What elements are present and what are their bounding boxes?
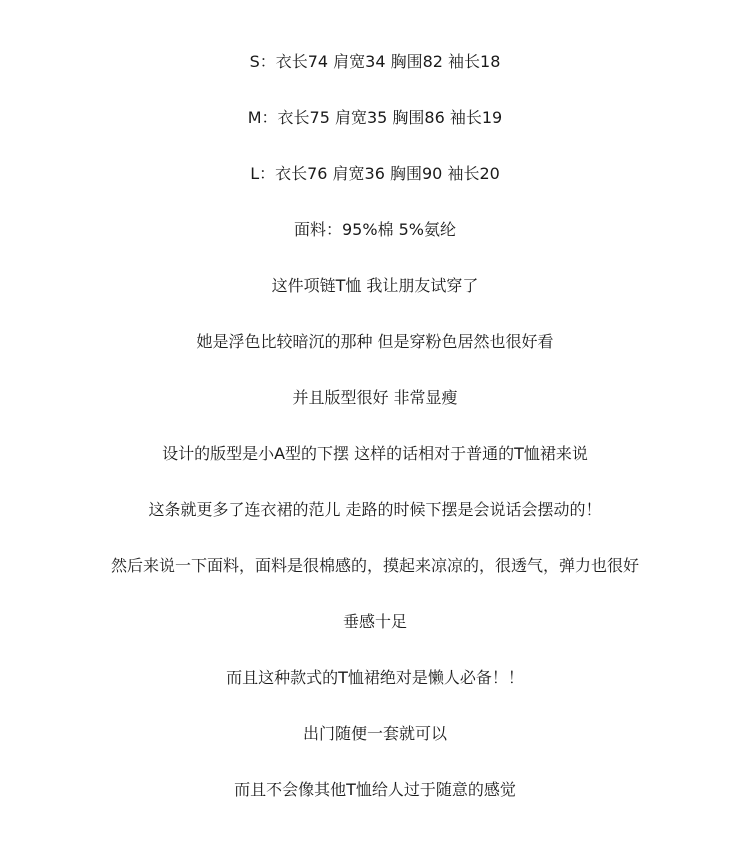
description-line: 出门随便一套就可以 <box>302 724 447 743</box>
fabric-line: 面料：95%棉 5%氨纶 <box>293 220 457 239</box>
size-s-line: S：衣长74 肩宽34 胸围82 袖长18 <box>249 52 501 71</box>
description-line: 然后来说一下面料，面料是很棉感的，摸起来凉凉的，很透气，弹力也很好 <box>110 556 639 575</box>
description-line: 并且版型很好 非常显瘦 <box>292 388 458 407</box>
description-line: 这条就更多了连衣裙的范儿 走路的时候下摆是会说话会摆动的！ <box>148 500 602 519</box>
description-line: 而且这种款式的T恤裙绝对是懒人必备！！ <box>226 668 524 687</box>
description-line: 垂感十足 <box>342 612 407 631</box>
description-line: 这件项链T恤 我让朋友试穿了 <box>271 276 479 295</box>
description-line: 设计的版型是小A型的下摆 这样的话相对于普通的T恤裙来说 <box>162 444 588 463</box>
description-line: 她是浮色比较暗沉的那种 但是穿粉色居然也很好看 <box>196 332 554 351</box>
size-l-line: L：衣长76 肩宽36 胸围90 袖长20 <box>250 164 500 183</box>
description-line: 而且不会像其他T恤给人过于随意的感觉 <box>234 780 516 799</box>
size-m-line: M：衣长75 肩宽35 胸围86 袖长19 <box>247 108 503 127</box>
